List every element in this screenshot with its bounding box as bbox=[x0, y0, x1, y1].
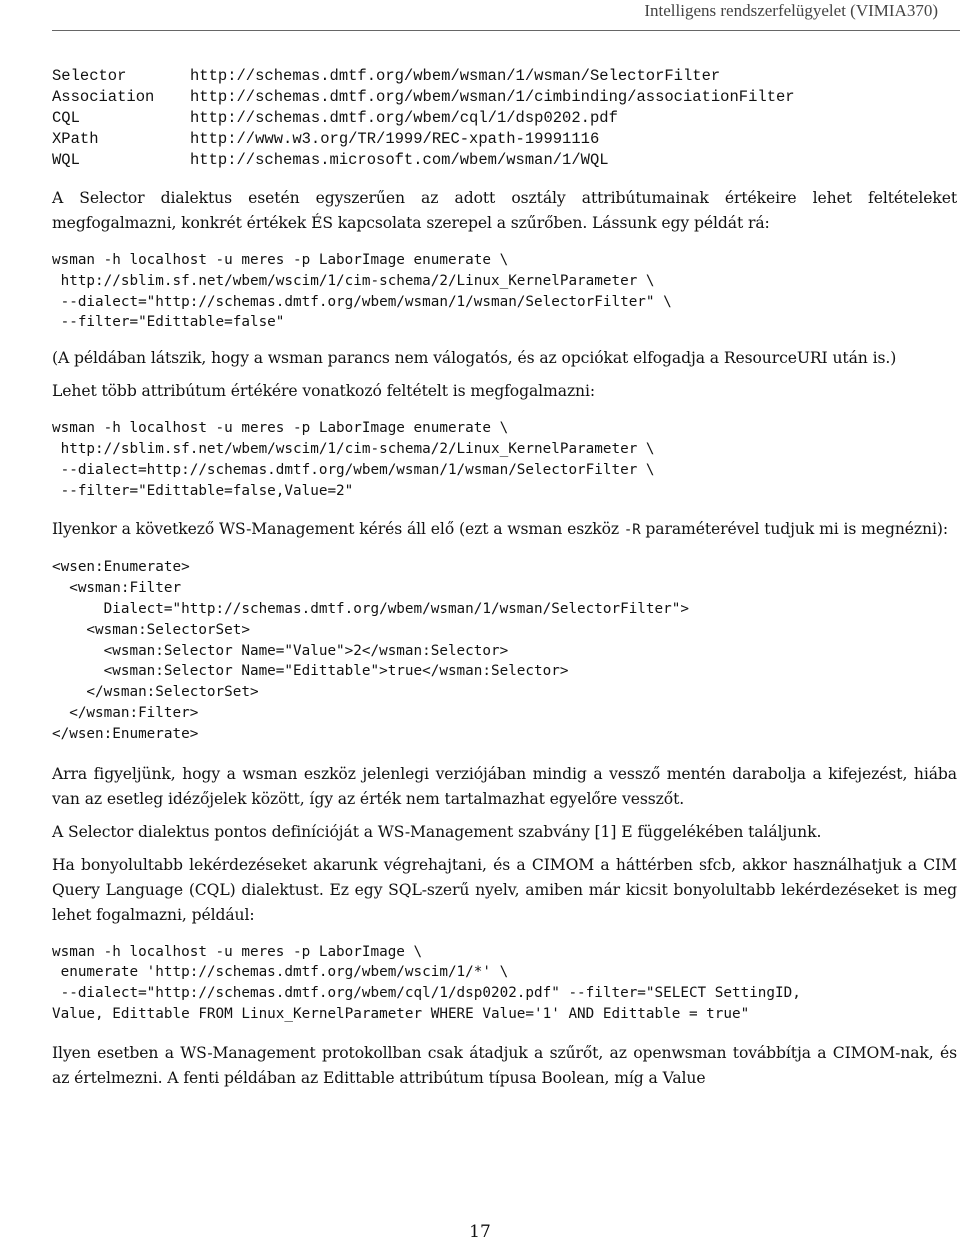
dialect-name: XPath bbox=[52, 130, 99, 148]
paragraph-text: paraméterével tudjuk mi is megnézni): bbox=[640, 520, 948, 539]
dialect-uri: http://schemas.dmtf.org/wbem/wsman/1/wsman/SelectorFilter bbox=[190, 67, 721, 85]
paragraph-cql-intro: Ha bonyolultabb lekérdezéseket akarunk végrehajtani, és a CIMOM a háttérben sfcb, akkor használhatjuk a CIM Query Language (CQL) dialektust. Ez egy SQL-szerű nyelv, amiben már kicsit bonyolultabb lekérdezéseket is meg lehet fogalmazni, például: bbox=[52, 855, 957, 924]
dialect-row bbox=[52, 87, 957, 108]
paragraph-resource-uri-note: (A példában látszik, hogy a wsman parancs nem válogatós, és az opciókat elfogadja a ResourceURI után is.) bbox=[52, 349, 897, 368]
paragraph-filter-forwarding: Ilyen esetben a WS-Management protokollban csak átadjuk a szűrőt, az openwsman továbbítja a CIMOM-nak, és az értelmezni. A fenti példában az Edittable attribútum típusa Boolean, míg a Value bbox=[52, 1043, 957, 1087]
inline-code-flag: -R bbox=[623, 522, 641, 539]
dialect-row bbox=[52, 66, 957, 87]
dialect-name: Selector bbox=[52, 67, 127, 85]
header-rule bbox=[52, 30, 960, 31]
paragraph-ws-request bbox=[52, 517, 957, 543]
code-block-example-2: wsman -h localhost -u meres -p LaborImage enumerate \ http://sblim.sf.net/wbem/wscim/1/cim-schema/2/Linux_KernelParameter \ --dialect=http://schemas.dmtf.org/wbem/wsman/1/wsman/SelectorFilter \ --filter="Edittable=false,Value=2" bbox=[52, 420, 655, 499]
dialect-uri: http://schemas.microsoft.com/wbem/wsman/1/WQL bbox=[190, 151, 609, 169]
dialect-name: CQL bbox=[52, 109, 80, 127]
dialect-name: Association bbox=[52, 88, 155, 106]
code-block-xml-request: <wsen:Enumerate> <wsman:Filter Dialect="http://schemas.dmtf.org/wbem/wsman/1/wsman/SelectorFilter"> <wsman:SelectorSet> <wsman:Selector Name="Value">2</wsman:Selector> <wsman:Selector Name="Edittable">true</wsman:Selector> </wsman:SelectorSet> </wsman:Filter> </wsen:Enumerate> bbox=[52, 559, 689, 742]
dialect-uri: http://schemas.dmtf.org/wbem/cql/1/dsp0202.pdf bbox=[190, 109, 618, 127]
paragraph-multiple-conditions: Lehet több attribútum értékére vonatkozó feltételt is megfogalmazni: bbox=[52, 382, 596, 401]
dialect-table bbox=[52, 66, 957, 171]
paragraph-selector-definition: A Selector dialektus pontos definícióját a WS-Management szabvány [1] E függelékében találjunk. bbox=[52, 822, 822, 841]
paragraph-selector-intro: A Selector dialektus esetén egyszerűen az adott osztály attribútumainak értékeire lehet feltételeket megfogalmazni, konkrét értékek ÉS kapcsolata szerepel a szűrőben. Lássunk egy példát rá: bbox=[52, 189, 957, 232]
code-block-example-1: wsman -h localhost -u meres -p LaborImage enumerate \ http://sblim.sf.net/wbem/wscim/1/cim-schema/2/Linux_KernelParameter \ --dialect="http://schemas.dmtf.org/wbem/wsman/1/wsman/SelectorFilter" \ --filter="Edittable=false" bbox=[52, 252, 672, 331]
dialect-name: WQL bbox=[52, 151, 80, 169]
dialect-row bbox=[52, 129, 957, 150]
dialect-uri: http://www.w3.org/TR/1999/REC-xpath-19991116 bbox=[190, 130, 600, 148]
page-content bbox=[52, 66, 957, 1091]
code-block-cql-example: wsman -h localhost -u meres -p LaborImage \ enumerate 'http://schemas.dmtf.org/wbem/wscim/1/*' \ --dialect="http://schemas.dmtf.org/wbem/cql/1/dsp0202.pdf" --filter="SELECT SettingID, Value, Edittable FROM Linux_KernelParameter WHERE Value='1' AND Edittable = true" bbox=[52, 943, 801, 1022]
dialect-uri: http://schemas.dmtf.org/wbem/wsman/1/cimbinding/associationFilter bbox=[190, 88, 795, 106]
paragraph-comma-warning: Arra figyeljünk, hogy a wsman eszköz jelenlegi verziójában mindig a vessző mentén darabolja a kifejezést, hiába van az esetleg idézőjelek között, így az érték nem tartalmazhat egyelőre vesszőt. bbox=[52, 764, 957, 808]
paragraph-text: Ilyenkor a következő WS-Management kérés áll elő (ezt a wsman eszköz bbox=[52, 520, 624, 539]
dialect-row bbox=[52, 108, 957, 129]
running-header: Intelligens rendszerfelügyelet (VIMIA370) bbox=[644, 1, 938, 20]
page-number: 17 bbox=[469, 1222, 491, 1242]
dialect-row bbox=[52, 150, 957, 171]
